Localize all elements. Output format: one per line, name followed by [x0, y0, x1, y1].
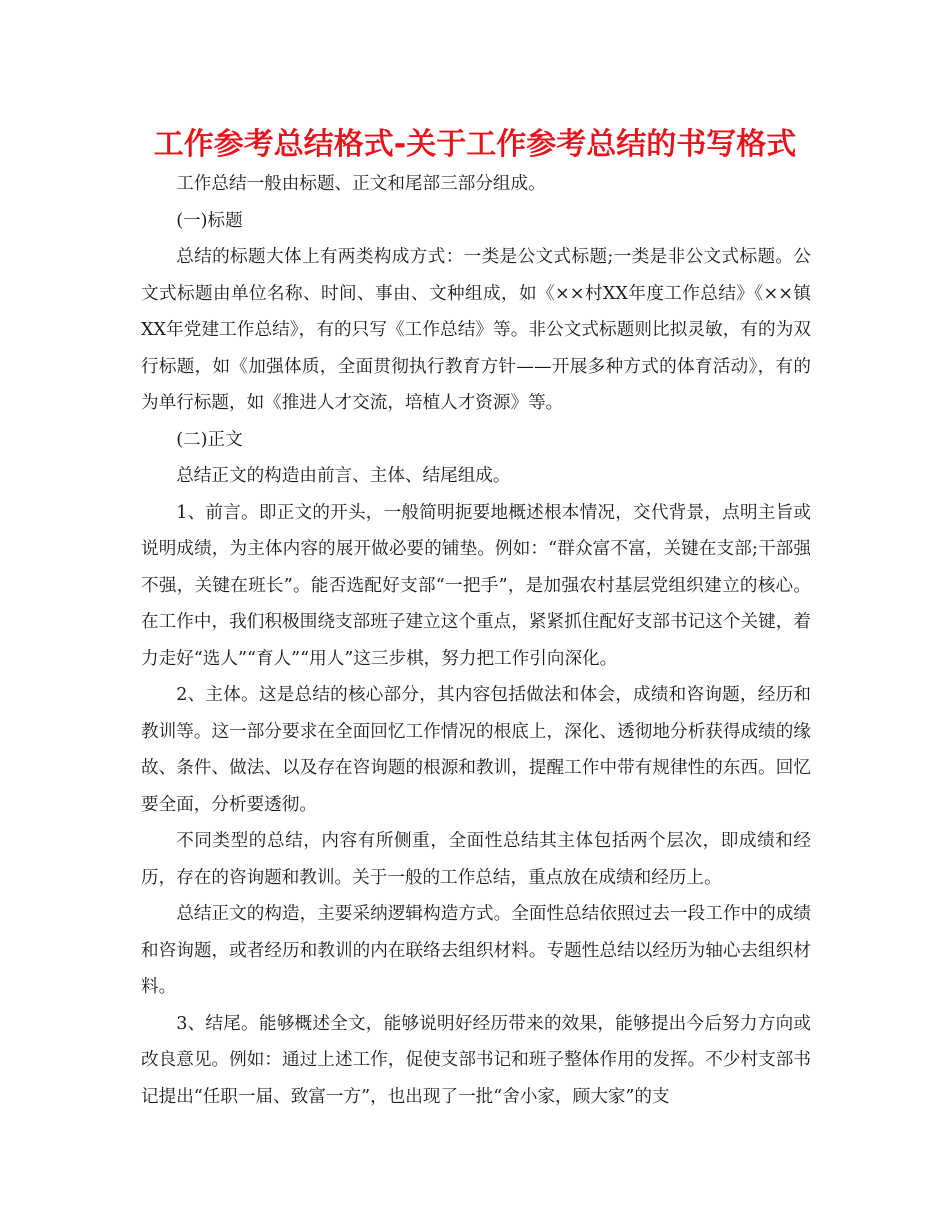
- paragraph-body-structure: 总结正文的构造由前言、主体、结尾组成。: [176, 466, 511, 486]
- paragraph-title-types: 总结的标题大体上有两类构成方式：一类是公文式标题;一类是非公文式标题。公文式标题由单位名称、时间、事由、文种组成，如《××村XX年度工作总结》《××镇XX年党建工作总结》，有的只写《工作总结》等。非公文式标题则比拟灵敏，有的为双行标题，如《加强体质，全面贯彻执行教育方针——开展多种方式的体育活动》，有的为单行标题，如《推进人才交流，培植人才资源》等。: [141, 247, 811, 413]
- paragraph-intro: 工作总结一般由标题、正文和尾部三部分组成。: [176, 174, 546, 194]
- paragraph-ending: 3、结尾。能够概述全文，能够说明好经历带来的效果，能够提出今后努力方向或改良意见。例如：通过上述工作，促使支部书记和班子整体作用的发挥。不少村支部书记提出“任职一届、致富一方”，也出现了一批“舍小家，顾大家”的支: [141, 1013, 811, 1107]
- section-heading-body: (二)正文: [176, 429, 243, 450]
- section-heading-title: (一)标题: [176, 210, 243, 231]
- paragraph-preface: 1、前言。即正文的开头，一般简明扼要地概述根本情况，交代背景，点明主旨或说明成绩，为主体内容的展开做必要的铺垫。例如：“群众富不富，关键在支部;干部强不强，关键在班长”。能否选配好支部“一把手”，是加强农村基层党组织建立的核心。在工作中，我们积极围绕支部班子建立这个重点，紧紧抓住配好支部书记这个关键，着力走好“选人”“育人”“用人”这三步棋，努力把工作引向深化。: [141, 502, 811, 669]
- paragraph-summary-types: 不同类型的总结，内容有所侧重，全面性总结其主体包括两个层次，即成绩和经历，存在的咨询题和教训。关于一般的工作总结，重点放在成绩和经历上。: [141, 831, 811, 888]
- paragraph-structure-method: 总结正文的构造，主要采纳逻辑构造方式。全面性总结依照过去一段工作中的成绩和咨询题，或者经历和教训的内在联络去组织材料。专题性总结以经历为轴心去组织材料。: [141, 904, 811, 997]
- paragraph-main-part: 2、主体。这是总结的核心部分，其内容包括做法和体会，成绩和咨询题，经历和教训等。这一部分要求在全面回忆工作情况的根底上，深化、透彻地分析获得成绩的缘故、条件、做法、以及存在咨询题的根源和教训，提醒工作中带有规律性的东西。回忆要全面，分析要透彻。: [141, 685, 811, 815]
- document-title: 工作参考总结格式-关于工作参考总结的书写格式: [153, 127, 797, 162]
- document-body: [141, 166, 811, 1115]
